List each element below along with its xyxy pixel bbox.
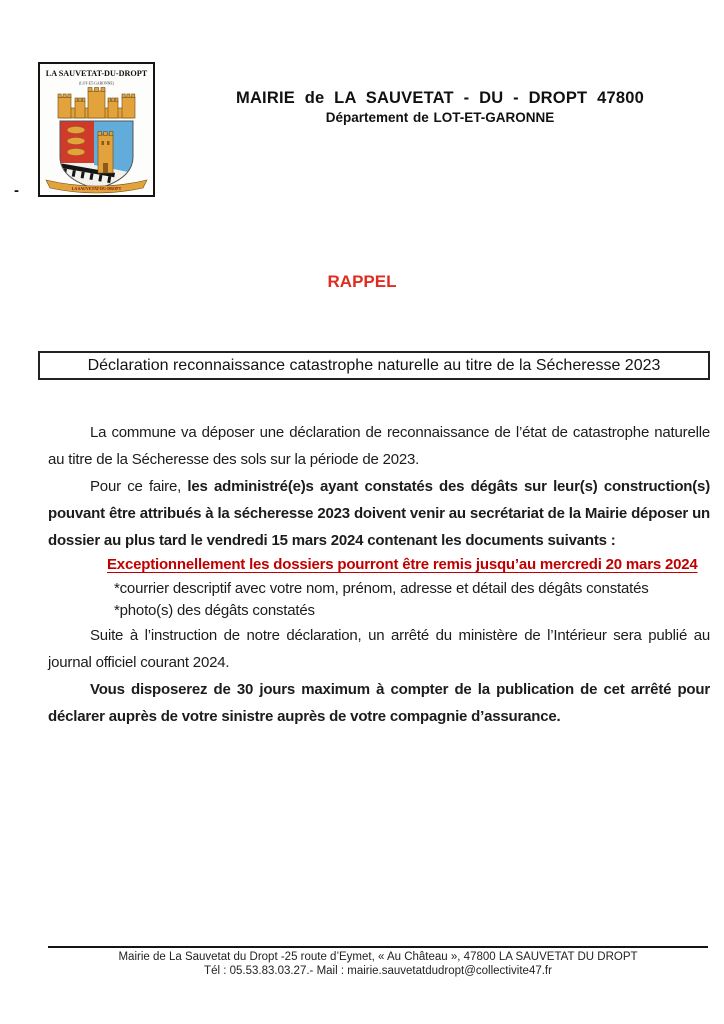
departement-subtitle: Département de LOT-ET-GARONNE [325,110,555,125]
declaration-title-box: Déclaration reconnaissance catastrophe naturelle au titre de la Sécheresse 2023 [38,351,710,380]
crown-icon [58,88,135,119]
paragraph-arrete: Suite à l’instruction de notre déclaration, un arrêté du ministère de l’Intérieur sera publié au journal officiel courant 2024. [48,627,710,671]
footer-contact: Tél : 05.53.83.03.27.- Mail : mairie.sauvetatdudropt@collectivite47.fr [204,964,552,977]
commune-coat-of-arms [38,62,155,197]
crest-title: LA SAUVETAT-DU-DROPT [45,69,148,78]
paragraph-instructions-lead: Pour ce faire, [90,478,188,495]
required-document-item: *courrier descriptif avec votre nom, prénom, adresse et détail des dégâts constatés [114,580,649,597]
required-document-item: *photo(s) des dégâts constatés [114,602,315,619]
paragraph-intro: La commune va déposer une déclaration de reconnaissance de l’état de catastrophe naturelle au titre de la Sécheresse des sols sur la période de 2023. [48,424,710,468]
paragraph-instructions-bold: les administré(e)s ayant constatés des dégâts sur leur(s) construction(s) pouvant être attribués à la sécheresse 2023 doivent venir au secrétariat de la Mairie déposer un dossier au plus tard le vendredi 15 mars 2024 contenant les documents suivants : [48,478,710,549]
ribbon-text: LA SAUVETAT-DU-DROPT [71,186,122,191]
footer [48,946,708,978]
footer-address: Mairie de La Sauvetat du Dropt -25 route d’Eymet, « Au Château », 47800 LA SAUVETAT DU DROPT [118,951,638,963]
lions-icon [67,126,85,155]
shield-icon [60,121,133,189]
paragraph-delai-assurance: Vous disposerez de 30 jours maximum à compter de la publication de cet arrêté pour déclarer auprès de votre sinistre auprès de votre compagnie d’assurance. [48,681,710,725]
header [160,89,720,125]
stray-mark: - [14,182,19,199]
rappel-heading: RAPPEL [327,272,397,291]
document-body [48,419,710,730]
mairie-title: MAIRIE de LA SAUVETAT - DU - DROPT 47800 [236,89,644,107]
exception-deadline-notice: Exceptionnellement les dossiers pourront être remis jusqu’au mercredi 20 mars 2024 [107,556,698,573]
coat-of-arms-icon [40,64,153,195]
tower-icon [98,132,113,174]
paragraph-instructions [48,473,710,554]
crest-subtitle: (LOT-ET-GARONNE) [79,81,114,86]
